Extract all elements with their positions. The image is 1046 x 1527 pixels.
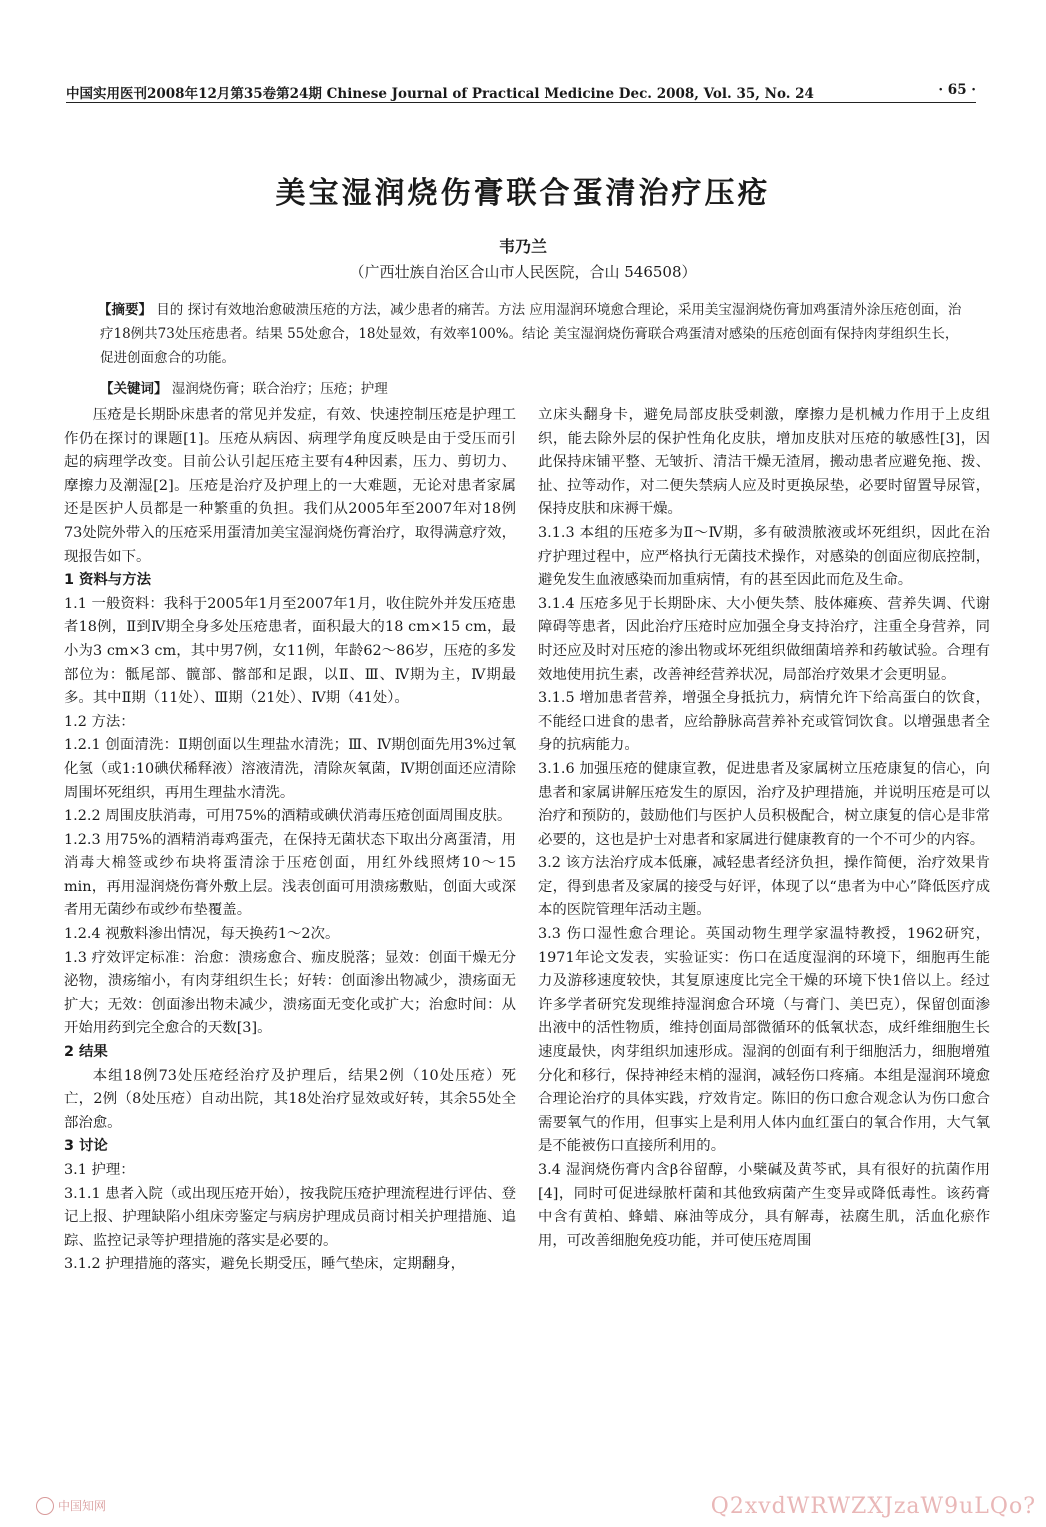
keywords-text: 湿润烧伤膏；联合治疗；压疮；护理 [167, 381, 388, 397]
left-column [64, 404, 516, 1277]
abstract-text: 目的 探讨有效地治愈破溃压疮的方法，减少患者的痛苦。方法 应用湿润环境愈合理论，采用美宝湿润烧伤膏加鸡蛋清外涂压疮创面，治疗18例共73处压疮患者。结果 55处愈合，18处显效，有效率100%。结论 美宝湿润烧伤膏联合鸡蛋清对感染的压疮创面有保持肉芽组织生长，促进创面愈合的功能。 [100, 302, 962, 366]
body-paragraph: 1.2.1 创面清洗：Ⅱ期创面以生理盐水清洗；Ⅲ、Ⅳ期创面先用3%过氧化氢（或1:10碘伏稀释液）溶液清洗，清除灰氧菌，Ⅳ期创面还应清除周围坏死组织，再用生理盐水清洗。 [64, 737, 516, 801]
body-paragraph: 1.3 疗效评定标准：治愈：溃疡愈合、痂皮脱落；显效：创面干燥无分泌物，溃疡缩小，有肉芽组织生长；好转：创面渗出物减少，溃疡面无扩大；无效：创面渗出物未减少，溃疡面无变化或扩大；治愈时间：从开始用药到完全愈合的天数[3]。 [64, 949, 516, 1037]
abstract-label: 【摘要】 [98, 302, 152, 318]
publisher-logo [36, 1497, 106, 1516]
seal-icon [36, 1497, 54, 1515]
body-paragraph: 3.4 湿润烧伤膏内含β谷留醇，小檗碱及黄芩甙，具有很好的抗菌作用[4]，同时可促进绿脓杆菌和其他致病菌产生变异或降低毒性。该药膏中含有黄柏、蜂蜡、麻油等成分，具有解毒，祛腐生肌，活血化瘀作用，可改善细胞免疫功能，并可使压疮周围 [538, 1162, 990, 1249]
body-paragraph: 1.2.2 周围皮肤消毒，可用75%的酒精或碘伏消毒压疮创面周围皮肤。 [64, 808, 512, 825]
author-affiliation: （广西壮族自治区合山市人民医院，合山 546508） [349, 263, 697, 281]
body-paragraph: 3.1.5 增加患者营养，增强全身抵抗力，病情允许下给高蛋白的饮食，不能经口进食的患者，应给静脉高营养补充或管饲饮食。以增强患者全身的抗病能力。 [538, 690, 990, 754]
body-paragraph: 3.1.2 护理措施的落实，避免长期受压，睡气垫床，定期翻身， [64, 1256, 465, 1273]
body-paragraph: 立床头翻身卡，避免局部皮肤受刺激，摩擦力是机械力作用于上皮组织，能去除外层的保护性角化皮肤，增加皮肤对压疮的敏感性[3]，因此保持床铺平整、无皱折、清洁干燥无渣屑，搬动患者应避免拖、拨、扯、拉等动作，对二便失禁病人应及时更换尿垫，必要时留置导尿管，保持皮肤和床褥干燥。 [538, 407, 990, 518]
body-paragraph: 压疮是长期卧床患者的常见并发症，有效、快速控制压疮是护理工作仍在探讨的课题[1]。压疮从病因、病理学角度反映是由于受压而引起的病理学改变。目前公认引起压疮主要有4种因素，压力、剪切力、摩擦力及潮湿[2]。压疮是治疗及护理上的一大难题，无论对患者家属还是医护人员都是一种繁重的负担。我们从2005年至2007年对18例73处院外带入的压疮采用蛋清加美宝湿润烧伤膏治疗，取得满意疗效，现报告如下。 [64, 407, 516, 565]
body-paragraph: 3.2 该方法治疗成本低廉，减轻患者经济负担，操作简便，治疗效果肯定，得到患者及家属的接受与好评，体现了以“患者为中心”降低医疗成本的医院管理年活动主题。 [538, 855, 990, 919]
body-paragraph: 3.1 护理： [64, 1162, 135, 1178]
body-paragraph: 3.1.1 患者入院（或出现压疮开始），按我院压疮护理流程进行评估、登记上报、护理缺陷小组床旁鉴定与病房护理成员商讨相关护理措施、追踪、监控记录等护理措施的落实是必要的。 [64, 1185, 516, 1249]
keywords [100, 377, 970, 397]
body-paragraph: 本组18例73处压疮经治疗及护理后，结果2例（10处压疮）死亡，2例（8处压疮）自动出院，其18处治疗显效或好转，其余55处全部治愈。 [64, 1067, 516, 1131]
section-heading: 1 资料与方法 [64, 572, 151, 589]
section-heading: 2 结果 [64, 1044, 108, 1061]
body-paragraph: 1.1 一般资料：我科于2005年1月至2007年1月，收住院外并发压疮患者18例，Ⅱ到Ⅳ期全身多处压疮患者，面积最大的18 cm×15 cm，最小为3 cm×3 cm，其中男7例，女11例，年龄62～86岁，压疮的多发部位为：骶尾部、髋部、髂部和足跟，以Ⅱ、Ⅲ、Ⅳ期为主，Ⅳ期最多。其中Ⅱ期（11处）、Ⅲ期（21处）、Ⅳ期（41处）。 [64, 595, 516, 707]
journal-citation: 中国实用医刊2008年12月第35卷第24期 Chinese Journal of Practical Medicine Dec. 2008, Vol. 35, No. 24 [66, 86, 814, 102]
page-number: · 65 · [938, 82, 976, 98]
section-heading: 3 讨论 [64, 1138, 108, 1155]
abstract [100, 298, 970, 370]
publisher-logo-text: 中国知网 [58, 1498, 107, 1513]
body-paragraph: 1.2.4 视敷料渗出情况，每天换药1～2次。 [64, 926, 340, 943]
body-paragraph: 1.2 方法： [64, 713, 135, 730]
author-name: 韦乃兰 [498, 237, 547, 256]
keywords-label: 【关键词】 [100, 381, 168, 397]
watermark: Q2xvdWRWZXJzaW9uLQo? [710, 1494, 1036, 1519]
body-paragraph: 3.1.4 压疮多见于长期卧床、大小便失禁、肢体瘫痪、营养失调、代谢障碍等患者，因此治疗压疮时应加强全身支持治疗，注重全身营养，同时还应及时对压疮的渗出物或坏死组织做细菌培养和药敏试验。合理有效地使用抗生素，改善神经营养状况，局部治疗效果才会更明显。 [538, 595, 990, 683]
header-rule [66, 102, 976, 103]
article-title: 美宝湿润烧伤膏联合蛋清治疗压疮 [275, 176, 771, 211]
body-paragraph: 3.1.6 加强压疮的健康宣教，促进患者及家属树立压疮康复的信心，向患者和家属讲解压疮发生的原因，治疗及护理措施，并说明压疮是可以治疗和预防的，鼓励他们与医护人员积极配合，树立康复的信心是非常必要的，这也是护士对患者和家属进行健康教育的一个不可少的内容。 [538, 760, 990, 848]
body-paragraph: 3.1.3 本组的压疮多为Ⅱ～Ⅳ期，多有破溃脓液或坏死组织，因此在治疗护理过程中，应严格执行无菌技术操作，对感染的创面应彻底控制，避免发生血液感染而加重病情，有的甚至因此而危及生命。 [538, 524, 990, 589]
right-column [538, 404, 990, 1253]
body-paragraph: 1.2.3 用75%的酒精消毒鸡蛋壳，在保持无菌状态下取出分离蛋清，用消毒大棉签或纱布块将蛋清涂于压疮创面，用红外线照烤10～15 min，再用湿润烧伤膏外敷上层。浅表创面可用溃疡敷贴，创面大或深者用无菌纱布或纱布垫覆盖。 [64, 831, 516, 919]
body-paragraph: 3.3 伤口湿性愈合理论。英国动物生理学家温特教授，1962研究，1971年论文发表，实验证实：伤口在适度湿润的环境下，细胞再生能力及游移速度较快，其复原速度比完全干燥的环境下快1倍以上。经过许多学者研究发现维持湿润愈合环境（与膏门、美巴克），保留创面渗出液中的活性物质，维持创面局部微循环的低氧状态，成纤维细胞生长速度最快，肉芽组织加速形成。湿润的创面有利于细胞活力，细胞增殖分化和移行，保持神经末梢的湿润，减轻伤口疼痛。本组是湿润环境愈合理论治疗的具体实践，疗效肯定。陈旧的伤口愈合观念认为伤口愈合需要氧气的作用，但事实上是利用人体内血红蛋白的氧合作用，大气氧是不能被伤口直接所利用的。 [538, 926, 990, 1155]
